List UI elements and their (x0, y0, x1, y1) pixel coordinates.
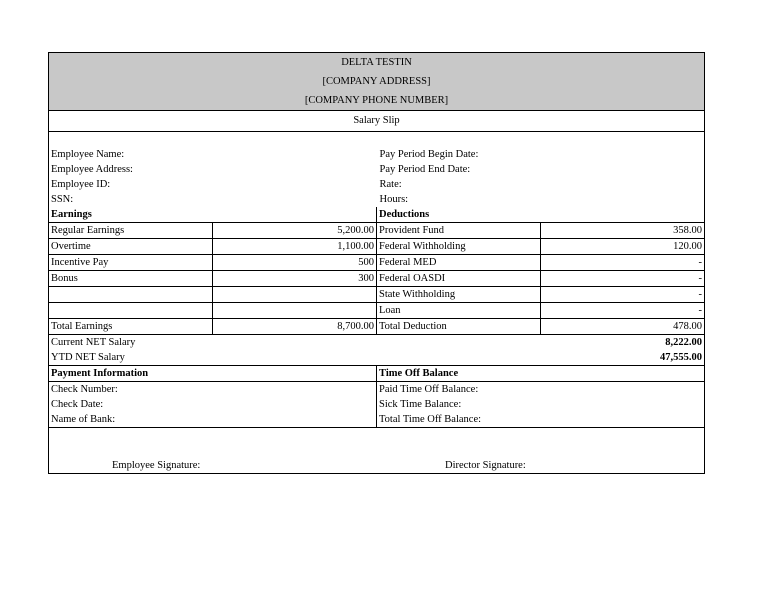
total-deduction-amount: 478.00 (541, 319, 704, 335)
ytd-net-label: YTD NET Salary (51, 352, 125, 363)
earning-amount: 500 (212, 255, 376, 271)
deductions-header: Deductions (376, 207, 704, 223)
sick-time-label: Sick Time Balance: (377, 397, 705, 412)
employee-name-label: Employee Name: (51, 149, 125, 160)
total-earnings-label: Total Earnings (49, 319, 212, 335)
earning-label: Overtime (49, 239, 212, 255)
deduction-amount: - (541, 271, 704, 287)
earning-label (49, 287, 212, 303)
check-number-label: Check Number: (51, 384, 118, 395)
current-net-row (49, 335, 704, 350)
employee-info (49, 132, 704, 207)
ytd-net-row (49, 350, 704, 366)
employee-details (49, 147, 377, 207)
deduction-label: Federal MED (376, 255, 540, 271)
table-row (49, 412, 704, 427)
hours-label: Hours: (379, 194, 409, 205)
time-off-header: Time Off Balance (377, 366, 705, 382)
rate-label: Rate: (379, 179, 402, 190)
earning-amount: 1,100.00 (212, 239, 376, 255)
employee-address-label: Employee Address: (51, 164, 133, 175)
company-phone: [COMPANY PHONE NUMBER] (304, 95, 449, 106)
table-row (49, 271, 704, 287)
deduction-label: Loan (376, 303, 540, 319)
total-deduction-label: Total Deduction (376, 319, 540, 335)
table-header-row (49, 207, 704, 223)
total-earnings-amount: 8,700.00 (212, 319, 376, 335)
earning-label: Incentive Pay (49, 255, 212, 271)
deduction-amount: 120.00 (541, 239, 704, 255)
table-row (49, 239, 704, 255)
earning-label: Regular Earnings (49, 223, 212, 239)
current-net-amount: 8,222.00 (665, 337, 702, 348)
totals-row (49, 319, 704, 335)
table-row (49, 255, 704, 271)
deduction-amount: 358.00 (541, 223, 704, 239)
director-signature-label: Director Signature: (445, 460, 526, 471)
earning-label (49, 303, 212, 319)
signature-section (49, 427, 704, 473)
deduction-amount: - (541, 255, 704, 271)
slip-title: Salary Slip (49, 111, 704, 132)
deduction-amount: - (541, 303, 704, 319)
company-header (49, 53, 704, 111)
payment-header: Payment Information (49, 366, 377, 382)
total-time-off-label: Total Time Off Balance: (377, 412, 705, 427)
check-date-label: Check Date: (51, 399, 104, 410)
table-row (49, 303, 704, 319)
earnings-header: Earnings (49, 207, 376, 223)
earning-amount: 300 (212, 271, 376, 287)
paid-time-off-label: Paid Time Off Balance: (377, 382, 705, 398)
company-name: DELTA TESTIN (341, 57, 412, 68)
payment-header-row (49, 366, 704, 382)
payment-timeoff-table (49, 366, 704, 427)
deduction-label: Provident Fund (376, 223, 540, 239)
current-net-label: Current NET Salary (51, 337, 136, 348)
bank-name-label: Name of Bank: (51, 414, 116, 425)
earning-amount: 5,200.00 (212, 223, 376, 239)
employee-signature-label: Employee Signature: (112, 460, 201, 471)
deduction-label: State Withholding (376, 287, 540, 303)
employee-id-label: Employee ID: (51, 179, 111, 190)
period-begin-label: Pay Period Begin Date: (379, 149, 479, 160)
table-row (49, 382, 704, 398)
company-address: [COMPANY ADDRESS] (322, 76, 431, 87)
earning-amount (212, 303, 376, 319)
table-row (49, 223, 704, 239)
ssn-label: SSN: (51, 194, 74, 205)
earnings-deductions-table (49, 207, 704, 335)
period-end-label: Pay Period End Date: (379, 164, 471, 175)
table-row (49, 287, 704, 303)
pay-period-details (377, 147, 705, 207)
deduction-amount: - (541, 287, 704, 303)
salary-slip (48, 52, 705, 474)
ytd-net-amount: 47,555.00 (660, 352, 702, 363)
net-salary-table (49, 335, 704, 366)
earning-amount (212, 287, 376, 303)
earning-label: Bonus (49, 271, 212, 287)
deduction-label: Federal OASDI (376, 271, 540, 287)
table-row (49, 397, 704, 412)
deduction-label: Federal Withholding (376, 239, 540, 255)
